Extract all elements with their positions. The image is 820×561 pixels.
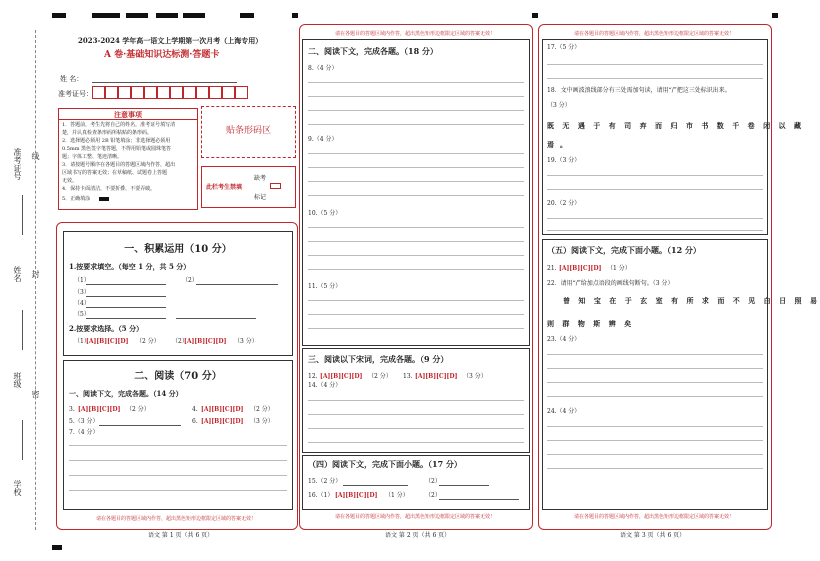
q15-part2-label: （2） <box>425 478 441 485</box>
answer-line[interactable] <box>547 468 763 469</box>
q18-passage[interactable]: 既 无 遇 于 有 司 弃 而 归 市 书 数 千 卷 闭 以 藏 <box>547 121 804 130</box>
answer-line[interactable] <box>547 454 763 455</box>
answer-line[interactable] <box>308 82 524 83</box>
blank-2[interactable] <box>196 284 278 285</box>
answer-line[interactable] <box>547 78 763 79</box>
q22-passage[interactable]: 曾 知 宝 在 于 玄 室 有 所 求 而 不 见 白 日 照 易 <box>563 296 820 305</box>
q18-label: 18．文中画波浪线部分有三处需加句读，请用“/”把这三处标识出来。 <box>547 87 731 94</box>
registration-mark <box>532 13 538 18</box>
q24-label: 24.（4 分） <box>547 408 581 415</box>
notice-item: 2．选择题必须用 2B 铅笔填涂；非选择题必须用 <box>62 138 171 144</box>
answer-line[interactable] <box>308 227 524 228</box>
ticket-number-label: 准考证号： <box>58 90 93 98</box>
binding-underline <box>22 310 23 350</box>
q16-points: （1 分） <box>385 492 409 499</box>
q3-label: 3. <box>69 406 75 413</box>
absent-warning: 此栏考生禁填 <box>206 184 243 191</box>
q22-label: 22．请用“/”给加点语段的画线句断句。（3 分） <box>547 280 674 287</box>
notice-item: 楚，并认真检查条形码所粘贴的条形码。 <box>62 130 153 136</box>
answer-line[interactable] <box>308 428 524 429</box>
q21-label: 21. <box>547 265 557 272</box>
answer-line[interactable] <box>308 96 524 97</box>
notice-item: 4．保持卡面清洁，不要折叠、不要弄破。 <box>62 186 156 192</box>
section1-title: 一、积累运用（10 分） <box>124 244 232 255</box>
exam-title: 2023-2024 学年高一语文上学期第一次月考（上海专用） <box>78 36 263 45</box>
blank-5b[interactable] <box>176 318 256 319</box>
binding-underline <box>22 195 23 235</box>
q9-label: 9.（4 分） <box>308 136 338 143</box>
answer-line[interactable] <box>308 269 524 270</box>
section2-title: 二、阅读（70 分） <box>134 371 222 382</box>
absent-top-label: 缺考 <box>254 175 267 182</box>
warning-banner: 请在各题目的答题区域内作答，超出黑色矩形边框限定区域的答案无效！ <box>95 516 256 522</box>
warning-banner: 请在各题目的答题区域内作答，超出黑色矩形边框限定区域的答案无效！ <box>334 514 495 520</box>
q12-points: （2 分） <box>368 373 392 380</box>
page-footer-3: 语文 第 3 页（共 6 页） <box>620 532 686 539</box>
q12-choices[interactable]: [A][B][C][D] <box>320 373 363 380</box>
registration-mark <box>156 13 178 18</box>
blank-3[interactable] <box>86 296 166 297</box>
registration-mark <box>183 13 205 18</box>
q2-2-points: （3 分） <box>234 338 258 345</box>
answer-line[interactable] <box>308 314 524 315</box>
answer-line[interactable] <box>308 400 524 401</box>
registration-mark <box>52 13 66 18</box>
blank-4-label: （4） <box>74 300 90 307</box>
answer-line[interactable] <box>308 442 524 443</box>
q4-points: （2 分） <box>250 406 274 413</box>
q6-label: 6. <box>192 418 198 425</box>
q21-points: （1 分） <box>607 265 631 272</box>
q21-choices[interactable]: [A][B][C][D] <box>559 265 602 272</box>
q13-label: 13. <box>403 373 413 380</box>
q10-label: 10.（5 分） <box>308 210 342 217</box>
answer-card-subtitle: A 卷·基础知识达标测·答题卡 <box>104 50 220 60</box>
q7-label: 7.（4 分） <box>69 429 99 436</box>
answer-line[interactable] <box>547 64 763 65</box>
q3-points: （2 分） <box>126 406 150 413</box>
reading1-title: 一、阅读下文，完成各题。（14 分） <box>69 389 183 398</box>
answer-line[interactable] <box>308 255 524 256</box>
answer-line[interactable] <box>547 354 763 355</box>
q8-label: 8.（4 分） <box>308 65 338 72</box>
registration-mark <box>772 13 778 18</box>
binding-school-label: 学校 <box>13 480 22 496</box>
answer-line[interactable] <box>547 368 763 369</box>
q2-1-choices[interactable]: [A][B][C][D] <box>86 338 129 345</box>
reading5-title: （五）阅读下文，完成下面小题。（12 分） <box>547 245 701 255</box>
q2-1-points: （2 分） <box>136 338 160 345</box>
answer-line[interactable] <box>547 230 763 231</box>
reading2-panel <box>302 39 530 346</box>
answer-line[interactable] <box>547 382 763 383</box>
reading4-panel <box>302 455 530 510</box>
answer-line[interactable] <box>69 460 287 461</box>
q13-points: （3 分） <box>463 373 487 380</box>
q16-choices[interactable]: [A][B][C][D] <box>335 492 378 499</box>
answer-line[interactable] <box>308 167 524 168</box>
absent-mark-box[interactable] <box>270 183 281 189</box>
section1-panel <box>63 231 293 356</box>
answer-line[interactable] <box>69 490 287 491</box>
q12-label: 12. <box>308 373 318 380</box>
answer-line[interactable] <box>308 241 524 242</box>
q11-label: 11.（5 分） <box>308 283 342 290</box>
ticket-number-boxes[interactable] <box>92 86 248 99</box>
answer-line[interactable] <box>69 445 287 446</box>
blank-3-label: （3） <box>74 289 90 296</box>
binding-dashed-line <box>35 30 36 530</box>
warning-banner: 请在各题目的答题区域内作答，超出黑色矩形边框限定区域的答案无效！ <box>334 31 495 37</box>
q2-label: 2.按要求选择。（5 分） <box>69 324 144 333</box>
absent-box <box>201 166 296 208</box>
reading3-panel <box>302 348 530 453</box>
answer-line[interactable] <box>308 110 524 111</box>
answer-line[interactable] <box>308 328 524 329</box>
q20-label: 20.（2 分） <box>547 200 581 207</box>
name-field[interactable] <box>92 82 237 83</box>
registration-mark <box>126 13 148 18</box>
answer-line[interactable] <box>547 175 763 176</box>
q15-label: 15.（2 分） <box>308 478 342 485</box>
notice-title: 注意事项 <box>114 110 142 119</box>
reading3-title: 三、阅读以下宋词，完成各题。（9 分） <box>308 354 449 364</box>
notice-item: 题；字体工整、笔迹清晰。 <box>62 154 123 160</box>
q4-label: 4. <box>192 406 198 413</box>
page-footer-1: 语文 第 1 页（共 6 页） <box>148 532 214 539</box>
absent-bottom-label: 标记 <box>254 194 267 201</box>
notice-item: 无效。 <box>62 178 78 184</box>
q23-label: 23.（4 分） <box>547 336 581 343</box>
q2-2-label: （2） <box>172 338 188 345</box>
blank-5-label: （5） <box>74 311 90 318</box>
answer-line[interactable] <box>547 440 763 441</box>
q2-1-label: （1） <box>74 338 90 345</box>
registration-mark <box>92 13 120 18</box>
q6-points: （3 分） <box>250 418 274 425</box>
binding-ticket-label: 准考证号 <box>13 148 22 180</box>
notice-item: 1．答题前，考生先将自己的姓名，准考证号填写清 <box>62 122 176 128</box>
answer-line[interactable] <box>308 300 524 301</box>
q5-answer-line[interactable] <box>99 425 181 426</box>
filled-sample-mark <box>99 197 109 201</box>
binding-seal-label: 封 <box>31 270 40 278</box>
page-footer-2: 语文 第 2 页（共 6 页） <box>385 532 451 539</box>
q4-choices[interactable]: [A][B][C][D] <box>201 406 244 413</box>
reading2-title: 二、阅读下文，完成各题。（18 分） <box>308 46 438 56</box>
answer-line[interactable] <box>308 414 524 415</box>
warning-banner: 请在各题目的答题区域内作答，超出黑色矩形边框限定区域的答案无效！ <box>573 514 734 520</box>
blank-5[interactable] <box>86 318 166 319</box>
q6-choices[interactable]: [A][B][C][D] <box>201 418 244 425</box>
binding-line-label: 线 <box>31 152 40 160</box>
answer-line[interactable] <box>308 181 524 182</box>
barcode-label: 贴条形码区 <box>225 126 271 136</box>
binding-class-label: 班级 <box>13 372 22 388</box>
answer-line[interactable] <box>69 475 287 476</box>
q13-choices[interactable]: [A][B][C][D] <box>415 373 458 380</box>
blank-2-label: （2） <box>182 277 198 284</box>
q16-part2-line[interactable] <box>439 499 519 500</box>
barcode-area <box>201 106 296 158</box>
col3-panel-top <box>542 39 804 235</box>
registration-mark <box>240 13 254 18</box>
q14-label: 14.（4 分） <box>308 382 342 389</box>
notice-item: 0.5mm 黑色签字笔答题，不得用铅笔或圆珠笔答 <box>62 146 172 152</box>
answer-line[interactable] <box>547 218 763 219</box>
q1-label: 1.按要求填空。（每空 1 分，共 5 分） <box>69 262 191 271</box>
answer-line[interactable] <box>547 189 763 190</box>
q15-part2-line[interactable] <box>439 485 489 486</box>
notice-item: 5．正确填涂 <box>62 196 91 202</box>
q3-choices[interactable]: [A][B][C][D] <box>78 406 121 413</box>
q2-2-choices[interactable]: [A][B][C][D] <box>184 338 227 345</box>
blank-4[interactable] <box>86 307 166 308</box>
reading4-title: （四）阅读下文，完成下面小题。（17 分） <box>308 459 462 469</box>
q16-part2-label: （2） <box>425 492 441 499</box>
blank-1-label: （1） <box>74 277 90 284</box>
notice-item: 3．请按题号顺序在各题目的答题区域内作答，超出 <box>62 162 176 168</box>
blank-1[interactable] <box>86 284 166 285</box>
q16-label: 16.（1） <box>308 492 334 499</box>
q15-answer-line[interactable] <box>343 485 408 486</box>
q5-label: 5.（3 分） <box>69 418 99 425</box>
answer-line[interactable] <box>308 195 524 196</box>
notice-item: 区域书写的答案无效；在草稿纸、试题卷上答题 <box>62 170 168 176</box>
notice-box <box>58 108 198 210</box>
section2-panel <box>63 360 293 510</box>
name-label: 姓 名： <box>60 75 84 83</box>
warning-banner: 请在各题目的答题区域内作答，超出黑色矩形边框限定区域的答案无效！ <box>573 31 734 37</box>
answer-line[interactable] <box>547 396 763 397</box>
binding-underline <box>22 420 23 460</box>
binding-secret-label: 密 <box>31 390 40 398</box>
answer-line[interactable] <box>308 124 524 125</box>
registration-mark <box>52 545 62 550</box>
registration-mark <box>292 13 298 18</box>
q18-passage-end[interactable]: 焉。 <box>547 140 573 149</box>
q22-passage-end[interactable]: 则 群 物 斯 辨 矣 <box>547 319 635 328</box>
q19-label: 19.（3 分） <box>547 157 581 164</box>
binding-name-label: 姓名 <box>13 266 22 282</box>
reading5-panel <box>542 239 820 510</box>
q18-points: （3 分） <box>547 102 571 109</box>
answer-line[interactable] <box>547 426 763 427</box>
answer-line[interactable] <box>308 153 524 154</box>
q17-label: 17.（5 分） <box>547 44 581 51</box>
